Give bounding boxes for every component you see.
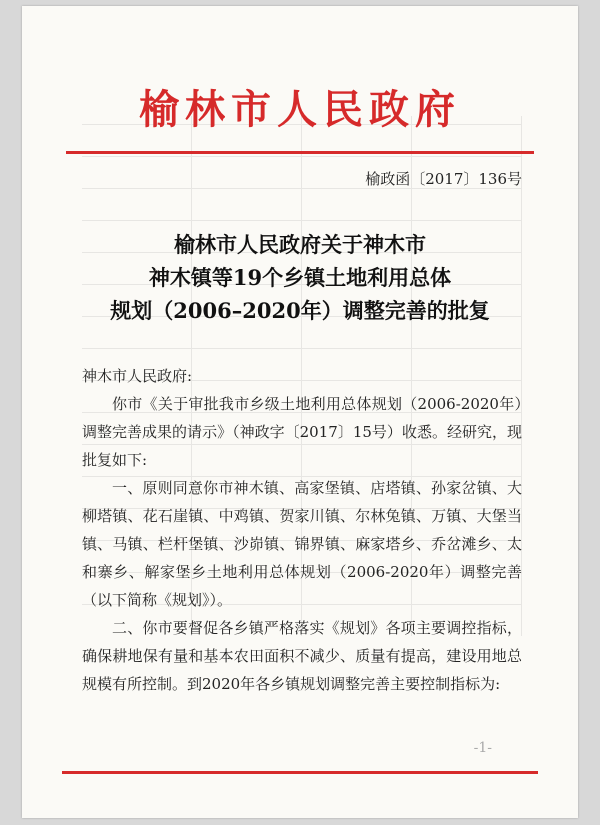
- document-body: [82, 362, 522, 698]
- title-line-2: 神木镇等19个乡镇土地利用总体: [148, 265, 452, 290]
- issuer-header: 榆林市人民政府: [139, 87, 461, 133]
- paragraph-3: 二、你市要督促各乡镇严格落实《规划》各项主要调控指标，确保耕地保有量和基本农田面积不减少、质量有提高，建设用地总规模有所控制。到2020年各乡镇规划调整完善主要控制指标为:: [82, 619, 522, 693]
- footer-red-rule: [62, 771, 538, 774]
- title-line-3: 规划（2006–2020年）调整完善的批复: [110, 298, 490, 323]
- paragraph-2: 一、原则同意你市神木镇、高家堡镇、店塔镇、孙家岔镇、大柳塔镇、花石崖镇、中鸡镇、贺家川镇、尔林兔镇、万镇、大堡当镇、马镇、栏杆堡镇、沙峁镇、锦界镇、麻家塔乡、乔岔滩乡、太和寨乡、解家堡乡土地利用总体规划（2006-2020年）调整完善（以下简称《规划》）。: [82, 479, 522, 609]
- paragraph-1: 你市《关于审批我市乡级土地利用总体规划（2006-2020年）调整完善成果的请示》（神政字〔2017〕15号）收悉。经研究，现批复如下:: [82, 395, 522, 469]
- document-number: 榆政函〔2017〕136号: [365, 170, 522, 188]
- document-page: [22, 6, 578, 818]
- addressee: 神木市人民政府:: [82, 367, 193, 385]
- document-title: [22, 228, 578, 327]
- header-red-rule: [66, 151, 534, 154]
- title-line-1: 榆林市人民政府关于神木市: [174, 232, 426, 257]
- page-number: -1-: [473, 740, 492, 756]
